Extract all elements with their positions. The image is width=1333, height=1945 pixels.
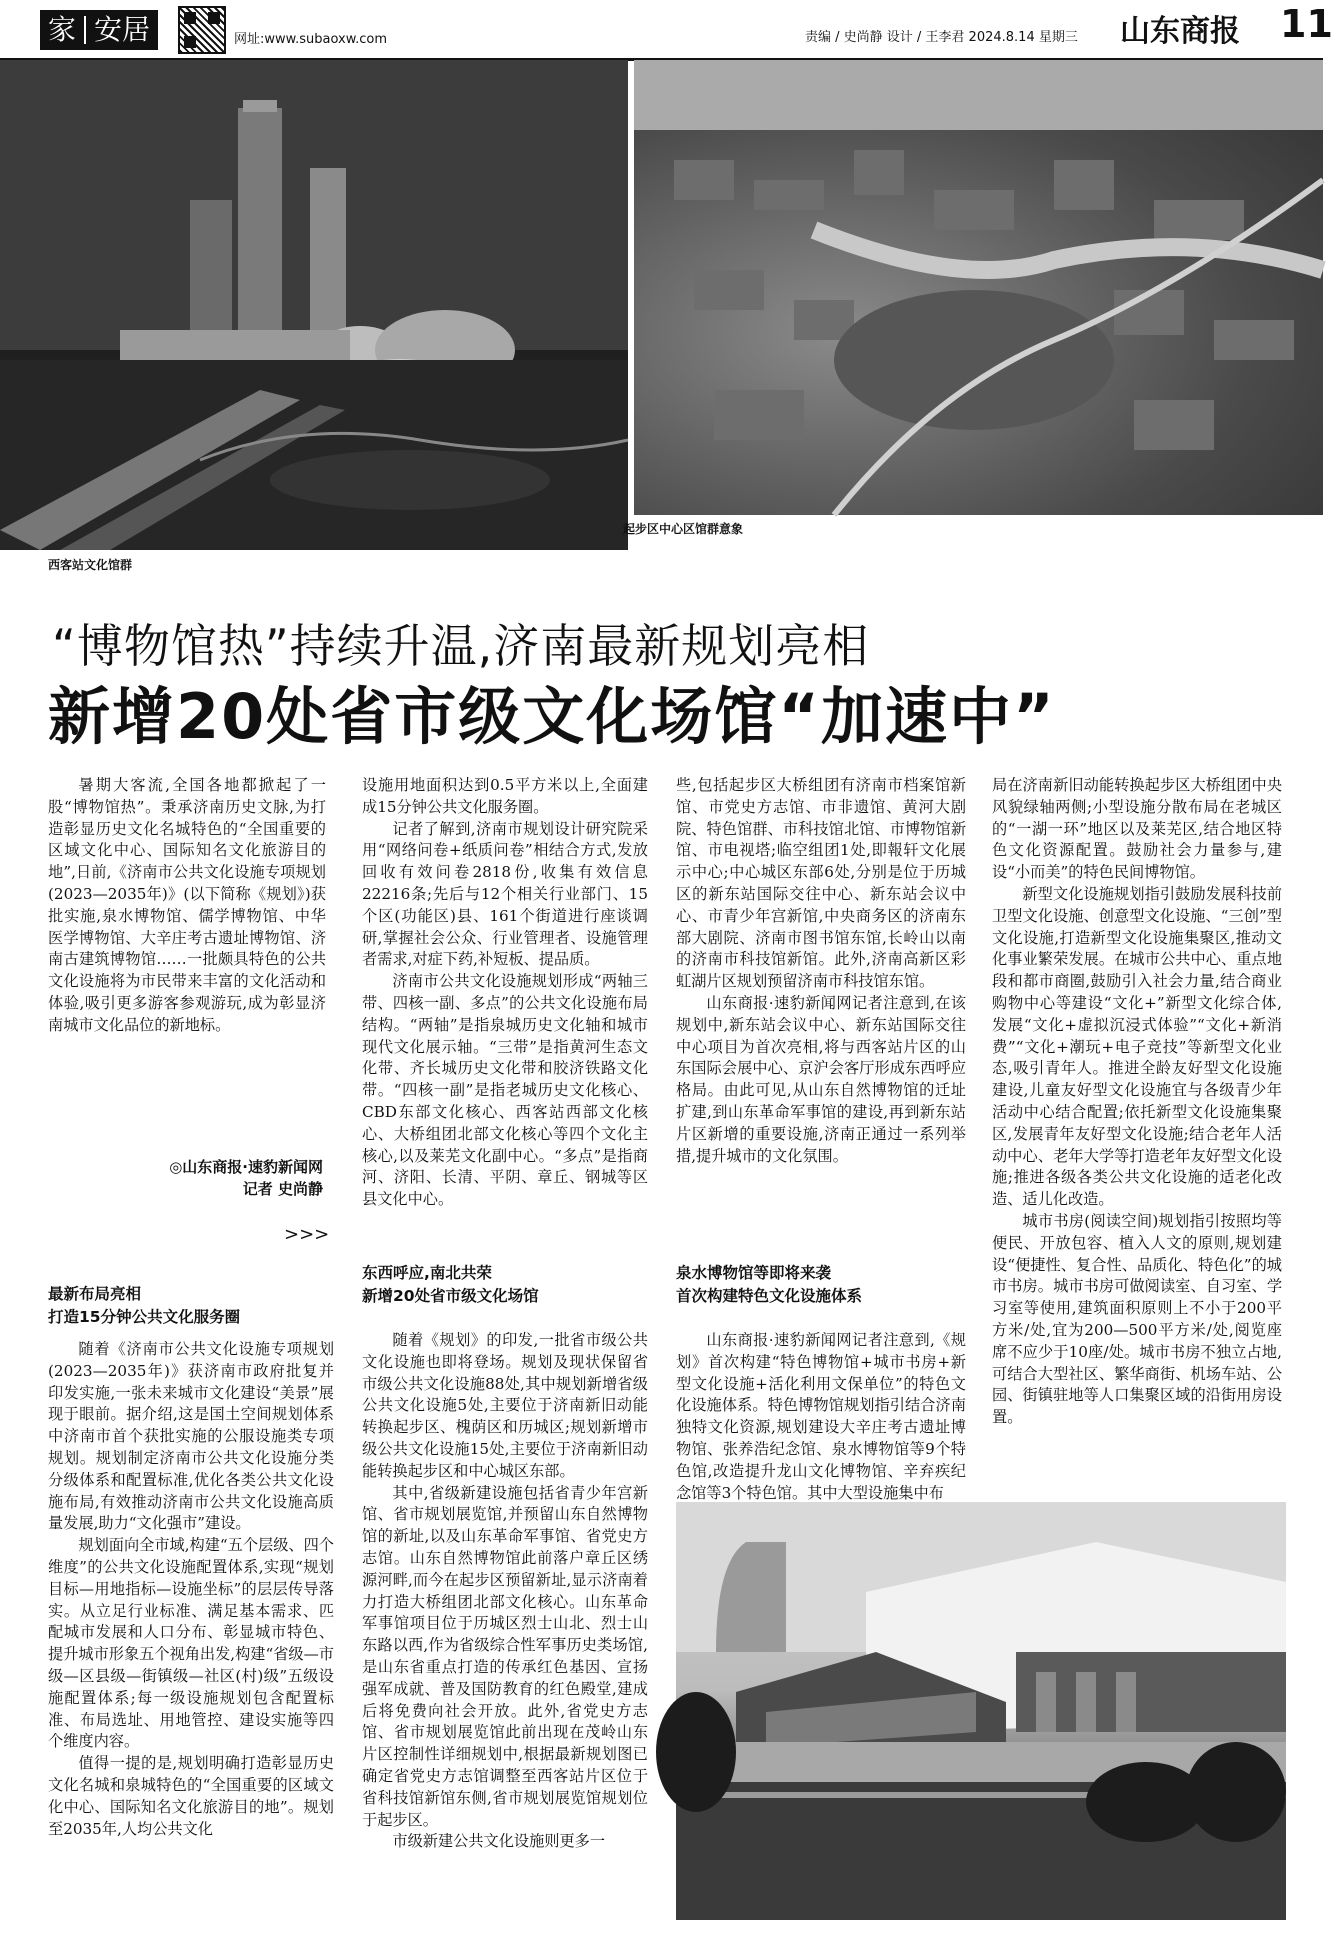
photo-caption-left: 西客站文化馆群: [48, 558, 133, 572]
continue-arrows: >>>: [284, 1224, 330, 1245]
section-name: 家: [48, 13, 77, 46]
paragraph: 山东商报·速豹新闻网记者注意到,在该规划中,新东站会议中心、新东站国际交往中心项目为首次亮相,将与西客站片区的山东国际会展中心、京沪会客厅形成东西呼应格局。由此可见,从山东自然博物馆的迁址扩建,到山东革命军事馆的建设,再到新东站片区新增的重要设施,济南正通过一系列举措,提升城市的文化氛围。: [676, 993, 966, 1165]
section-heading-1-line1: 最新布局亮相: [48, 1285, 142, 1303]
skyline-illustration: [0, 60, 628, 550]
paragraph: 设施用地面积达到0.5平方米以上,全面建成15分钟公共文化服务圈。: [362, 776, 648, 816]
paragraph: 济南市公共文化设施规划形成“两轴三带、四核一副、多点”的公共文化设施布局结构。“两轴”是指泉城历史文化轴和城市现代文化展示轴。“三带”是指黄河生态文化带、齐长城历史文化带和胶济铁路文化带。“四核一副”是指老城历史文化核心、CBD东部文化核心、西客站西部文化核心、大桥组团北部文化核心等四个文化主核心,以及莱芜文化副中心。“多点”是指商河、济阳、长清、平阴、章丘、钢城等区县文化中心。: [362, 972, 648, 1209]
museum-building-illustration: [676, 1502, 1286, 1920]
article-column-3-top: [676, 775, 966, 1167]
article-column-2-bottom: [362, 1330, 648, 1853]
section-heading-1-line2: 打造15分钟公共文化服务圈: [48, 1308, 241, 1326]
section-heading-3-line2: 首次构建特色文化设施体系: [676, 1287, 863, 1305]
section-heading-2-line1: 东西呼应,南北共荣: [362, 1264, 492, 1282]
paragraph: 局在济南新旧动能转换起步区大桥组团中央风貌绿轴两侧;小型设施分散布局在老城区的“一湖一环”地区以及莱芜区,结合地区特色文化资源配置。鼓励社会力量参与,建设“小而美”的特色民间博物馆。: [992, 776, 1282, 882]
section-label: [40, 10, 158, 50]
newspaper-name: 山东商报: [1120, 14, 1240, 49]
section-heading-3-line1: 泉水博物馆等即将来袭: [676, 1264, 832, 1282]
article-column-2-top: [362, 775, 648, 1211]
paragraph: 值得一提的是,规划明确打造彰显历史文化名城和泉城特色的“全国重要的区域文化中心、国际知名文化旅游目的地”。规划至2035年,人均公共文化: [48, 1754, 334, 1838]
byline: [48, 1156, 323, 1200]
paragraph: 城市书房(阅读空间)规划指引按照均等便民、开放包容、植入人文的原则,规划建设“便捷性、复合性、品质化、特色化”的城市书房。城市书房可做阅读室、自习室、学习室等使用,建筑面积原则上不小于200平方米/处,宜为200—500平方米/处,阅览座席不应少于10座/处。城市书房不独立占地,可结合大型社区、繁华商街、机场车站、公园、街镇驻地等人口集聚区域的沿街用房设置。: [992, 1211, 1282, 1427]
section-heading-2-line2: 新增20处省市级文化场馆: [362, 1287, 539, 1305]
page-number: 11: [1280, 2, 1333, 46]
section-heading-2: [362, 1262, 648, 1308]
byline-reporter: 记者 史尚静: [242, 1180, 323, 1198]
paragraph: 些,包括起步区大桥组团有济南市档案馆新馆、市党史方志馆、市非遗馆、黄河大剧院、特色馆群、市科技馆北馆、市博物馆新馆、市电视塔;临空组团1处,即報轩文化展示中心;中心城区东部6处,分别是位于历城区的新东站国际交往中心、新东站会议中心、市青少年宫新馆,中央商务区的济南东部大剧院、济南市图书馆东馆,长岭山以南的济南市科技馆新馆。此外,济南高新区彩虹湖片区规划预留济南市科技馆东馆。: [676, 776, 966, 991]
section-heading-3: [676, 1262, 966, 1308]
photo-caption-right: 起步区中心区馆群意象: [623, 522, 744, 536]
main-headline: 新增20处省市级文化场馆“加速中”: [48, 680, 1056, 753]
photo-startup-area-center-venues: [634, 60, 1323, 515]
article-column-4: [992, 775, 1282, 1429]
qr-code-icon: [178, 6, 226, 54]
paragraph: 随着《济南市公共文化设施专项规划(2023—2035年)》获济南市政府批复并印发实施,一张未来城市文化建设“美景”展现于眼前。据介绍,这是国土空间规划体系中济南市首个获批实施的公服设施类专项规划。规划制定济南市公共文化设施分类分级体系和配置标准,优化各类公共文化设施布局,有效推动济南市公共文化设施高质量发展,助力“文化强市”建设。: [48, 1340, 334, 1533]
section-heading-1: [48, 1283, 328, 1329]
article-lead: [48, 775, 326, 1037]
paragraph: 规划面向全市域,构建“五个层级、四个维度”的公共文化设施配置体系,实现“规划目标—用地指标—设施坐标”的层层传导落实。从立足行业标准、满足基本需求、匹配城市发展和人口分布、彰显城市特色、提升城市形象五个视角出发,构建“省级—市级—区县级—街镇级—社区(村)级”五级设施配置体系;每一级设施规划包含配置标准、布局选址、用地管控、建设实施等四个维度内容。: [48, 1536, 334, 1751]
lead-paragraph: 暑期大客流,全国各地都掀起了一股“博物馆热”。秉承济南历史文脉,为打造彰显历史文化名城特色的“全国重要的区域文化中心、国际知名文化旅游目的地”,日前,《济南市公共文化设施专项规划(2023—2035年)》(以下简称《规划》)获批实施,泉水博物馆、儒学博物馆、中华医学博物馆、大辛庄考古遗址博物馆、济南古建筑博物馆……一批颇具特色的公共文化设施将为市民带来丰富的文化活动和体验,吸引更多游客参观游玩,成为彰显济南城市文化品位的新地标。: [48, 776, 326, 1034]
paragraph: 市级新建公共文化设施则更多一: [392, 1832, 606, 1851]
paragraph: 记者了解到,济南市规划设计研究院采用“网络问卷+纸质问卷”相结合方式,发放回收有效问卷2818份,收集有效信息22216条;先后与12个相关行业部门、15个区(功能区)县、161个街道进行座谈调研,掌握社会公众、行业管理者、设施管理者需求,对症下药,补短板、提品质。: [362, 819, 648, 969]
website-url: 网址:www.subaoxw.com: [234, 32, 388, 47]
page-header: [0, 0, 1333, 61]
paragraph: 随着《规划》的印发,一批省市级公共文化设施也即将登场。规划及现状保留省市级公共文化设施88处,其中规划新增省级公共文化设施5处,主要位于济南新旧动能转换起步区、槐荫区和历城区;规划新增市级公共文化设施15处,主要位于济南新旧动能转换起步区和中心城区东部。: [362, 1331, 648, 1480]
byline-source: ◎山东商报·速豹新闻网: [169, 1158, 323, 1176]
photo-west-station-culture-venues: [0, 60, 628, 550]
article-column-3-bottom: [676, 1330, 966, 1504]
aerial-rendering-illustration: [634, 60, 1323, 515]
editor-date-line: 责编 / 史尚静 设计 / 王李君 2024.8.14 星期三: [805, 30, 1078, 45]
subheadline: “博物馆热”持续升温,济南最新规划亮相: [52, 619, 870, 673]
photo-museum-rendering: [676, 1502, 1286, 1920]
subsection-name: 安居: [94, 13, 151, 46]
article-column-1: [48, 1339, 334, 1840]
paragraph: 山东商报·速豹新闻网记者注意到,《规划》首次构建“特色博物馆+城市书房+新型文化设施+活化利用文保单位”的特色文化设施体系。特色博物馆规划指引结合济南独特文化资源,规划建设大辛庄考古遗址博物馆、张养浩纪念馆、泉水博物馆等9个特色馆,改造提升龙山文化博物馆、辛弃疾纪念馆等3个特色馆。其中大型设施集中布: [676, 1331, 966, 1502]
paragraph: 新型文化设施规划指引鼓励发展科技前卫型文化设施、创意型文化设施、“三创”型文化设施,打造新型文化设施集聚区,推动文化事业繁荣发展。在城市公共中心、重点地段和都市商圈,鼓励引入社会力量,结合商业购物中心等建设“文化+”新型文化综合体,发展“文化+虚拟沉浸式体验”“文化+新消费”“文化+潮玩+电子竞技”等新型文化业态,吸引青年人。推进全龄友好型文化设施建设,儿童友好型文化设施宜与各级青少年活动中心结合配置;依托新型文化设施集聚区,发展青年友好型文化设施;结合老年人活动中心、老年大学等打造老年友好型文化设施;推进各级各类公共文化设施的适老化改造、适儿化改造。: [992, 884, 1282, 1209]
paragraph: 其中,省级新建设施包括省青少年宫新馆、省市规划展览馆,并预留山东自然博物馆的新址,以及山东革命军事馆、省党史方志馆。山东自然博物馆此前落户章丘区绣源河畔,而今在起步区预留新址,显示济南着力打造大桥组团北部文化核心。山东革命军事馆项目位于历城区烈士山北、烈士山东路以西,作为省级综合性军事历史类场馆,是山东省重点打造的传承红色基因、宣扬强军成就、普及国防教育的红色殿堂,建成后将免费向社会开放。此外,省党史方志馆、省市规划展览馆此前出现在茂岭山东片区控制性详细规划中,根据最新规划图已确定省党史方志馆调整至西客站片区位于省科技馆新馆东侧,省市规划展览馆规划位于起步区。: [362, 1483, 648, 1829]
